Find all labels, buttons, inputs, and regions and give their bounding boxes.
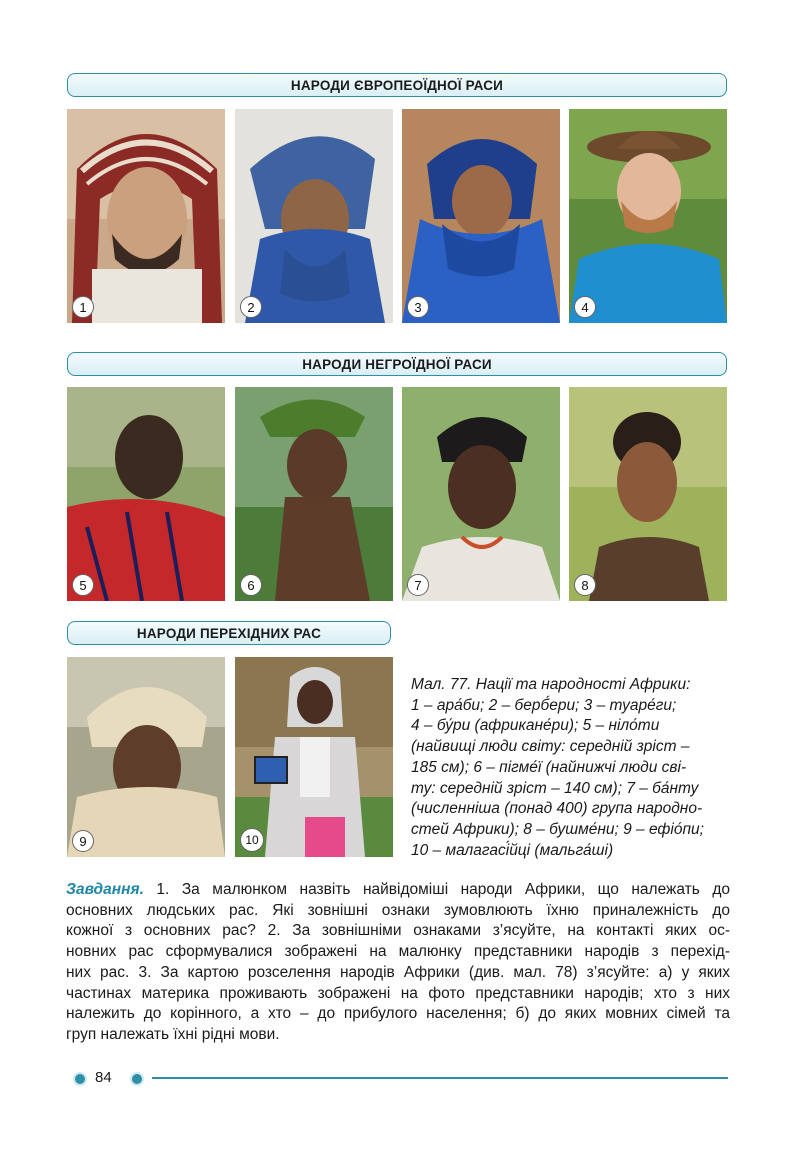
photo-10-malagasy: [235, 657, 393, 857]
task-line: кожної з основних рас? 2. За зовнішніми ознаками з’ясуйте, на контакті яких ос-: [66, 922, 730, 940]
task-paragraph: [66, 880, 730, 1046]
photo-number: 2: [240, 296, 262, 318]
section-title: НАРОДИ ЄВРОПЕОЇДНОЇ РАСИ: [290, 77, 504, 93]
section-title: НАРОДИ ПЕРЕХІДНИХ РАС: [136, 625, 322, 641]
photo-number: 4: [574, 296, 596, 318]
caption-line: ту: середній зріст – 140 см); 7 – ба́нту: [411, 779, 699, 797]
caption-line: стей Африки); 8 – бушме́ни; 9 – ефіо́пи;: [411, 820, 704, 838]
page-number: 84: [95, 1069, 112, 1086]
photo-number: 6: [240, 574, 262, 596]
section-banner-europeoid: [67, 73, 727, 97]
photo-number: 9: [72, 830, 94, 852]
footer-dot-left: [73, 1072, 87, 1086]
photo-number: 7: [407, 574, 429, 596]
photo-number: 10: [240, 828, 264, 852]
footer-dot-right: [130, 1072, 144, 1086]
photo-2-berber: [235, 109, 393, 323]
task-line: належить до корінного, а хто – до прибулого населення; б) до яких мовних сімей та: [66, 1005, 730, 1023]
photo-number: 8: [574, 574, 596, 596]
task-line: новних рас сформувалися зображені на малюнку представники народів з перехід-: [66, 943, 730, 961]
caption-line: 10 – малагасі́йці (мальга́ші): [411, 841, 614, 859]
task-line: частинах материка проживають зображені на фото представники народів; хто з них: [66, 984, 730, 1002]
caption-line: (численніша (понад 400) група народно-: [411, 800, 703, 818]
caption-line: (найвищі люди світу: середній зріст –: [411, 738, 690, 756]
photo-5-nilotes: [67, 387, 225, 601]
section-banner-transitional: [67, 621, 391, 645]
task-line: груп належать їхні рідні мови.: [66, 1025, 280, 1043]
task-line: них рас. 3. За картою розселення народів Африки (див. мал. 78) з’ясуйте: а) у яких: [66, 963, 730, 981]
caption-line: 4 – бу́ри (африкане́ри); 5 – ніло́ти: [411, 717, 660, 735]
footer-rule: [152, 1077, 728, 1079]
photo-number: 3: [407, 296, 429, 318]
photo-6-pygmy: [235, 387, 393, 601]
figure-caption: [411, 675, 731, 861]
section-banner-negroid: [67, 352, 727, 376]
photo-3-tuareg: [402, 109, 560, 323]
caption-line: 1 – ара́би; 2 – берб́ери; 3 – туаре́ги;: [411, 696, 677, 714]
photo-1-arab: [67, 109, 225, 323]
photo-4-boer: [569, 109, 727, 323]
task-line: основних людських рас. Які зовнішні ознаки зумовлюють їхню приналежність до: [66, 901, 730, 919]
section-title: НАРОДИ НЕГРОЇДНОЇ РАСИ: [302, 356, 492, 372]
photo-8-bushmen: [569, 387, 727, 601]
photo-number: 5: [72, 574, 94, 596]
photo-number: 1: [72, 296, 94, 318]
caption-line: 185 см); 6 – пігме́ї (найнижчі люди сві-: [411, 758, 687, 776]
task-label: Завдання.: [66, 881, 144, 898]
task-line: 1. За малюнком назвіть найвідоміші народи Африки, що належать до: [143, 881, 730, 898]
photo-9-ethiopian: [67, 657, 225, 857]
caption-line: Мал. 77. Нації та народності Африки:: [411, 676, 691, 693]
photo-7-bantu: [402, 387, 560, 601]
